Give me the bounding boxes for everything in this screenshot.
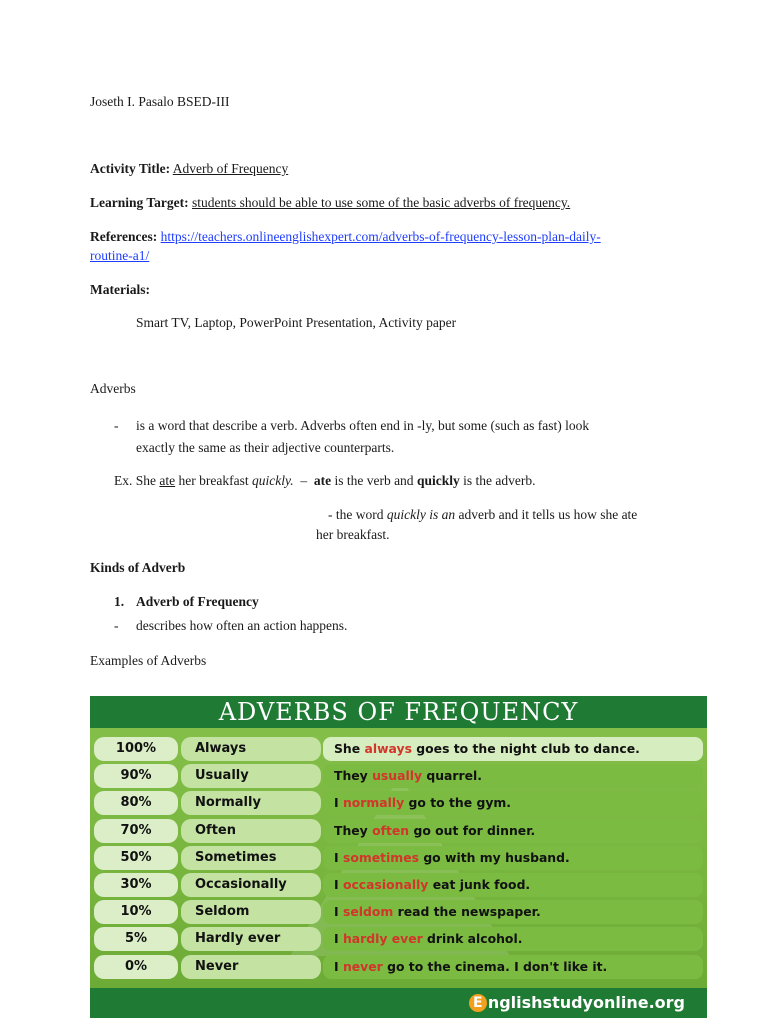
sentence-start: I [334, 849, 343, 865]
frequency-adverb: Always [181, 737, 321, 761]
materials-label: Materials: [90, 282, 150, 297]
logo-text: nglishstudyonline.org [487, 993, 685, 1012]
example-note-prefix: - the word [328, 507, 387, 522]
examples-heading: Examples of Adverbs [90, 653, 207, 668]
infographic-row [94, 846, 703, 870]
adverbs-heading: Adverbs [90, 381, 136, 396]
reference-link[interactable]: https://teachers.onlineenglishexpert.com/adverbs-of-frequency-lesson-plan-daily- [160, 229, 601, 244]
example-note-suffix: adverb and it tells us how she ate [455, 507, 638, 522]
references-label: References: [90, 229, 158, 244]
frequency-percent: 0% [94, 955, 178, 979]
example-note-italic: quickly is an [386, 507, 456, 522]
kind-1-title: Adverb of Frequency [136, 594, 259, 609]
example-mid: her breakfast [175, 473, 252, 488]
example-sentence [323, 955, 703, 979]
example-sentence [323, 873, 703, 897]
sentence-end: go out for dinner. [409, 822, 536, 838]
frequency-percent: 5% [94, 927, 178, 951]
infographic-row [94, 955, 703, 979]
highlighted-adverb: seldom [342, 904, 394, 920]
example-adverb: quickly. [251, 473, 294, 488]
definition-dash: - [114, 418, 119, 433]
activity-title-line [90, 159, 288, 179]
infographic-row [94, 791, 703, 815]
kind-1-number: 1. [114, 594, 125, 609]
reference-link-continued[interactable]: routine-a1/ [90, 248, 150, 263]
kind-1-description: describes how often an action happens. [136, 618, 348, 633]
activity-title-value: Adverb of Frequency [172, 161, 289, 176]
infographic-title: ADVERBS OF FREQUENCY [90, 696, 707, 728]
references-line-2 [90, 246, 149, 266]
frequency-adverb: Usually [181, 764, 321, 788]
frequency-adverb: Never [181, 955, 321, 979]
sentence-end: goes to the night club to dance. [411, 741, 640, 756]
example-sentence [323, 791, 703, 815]
learning-target-line [90, 193, 570, 213]
frequency-percent: 30% [94, 873, 178, 897]
highlighted-adverb: never [342, 958, 383, 974]
highlighted-adverb: often [372, 822, 410, 838]
learning-target-value: students should be able to use some of the basic adverbs of frequency. [192, 195, 571, 210]
example-sentence [323, 846, 703, 870]
sentence-end: drink alcohol. [422, 931, 523, 947]
highlighted-adverb: hardly ever [342, 931, 423, 947]
definition-line-2: exactly the same as their adjective counterparts. [136, 440, 395, 455]
highlighted-adverb: sometimes [342, 849, 419, 865]
frequency-adverb: Seldom [181, 900, 321, 924]
sentence-start: They [334, 768, 373, 784]
sentence-start: She [334, 741, 365, 756]
frequency-percent: 10% [94, 900, 178, 924]
sentence-end: read the newspaper. [393, 904, 541, 920]
activity-title-label: Activity Title: [90, 161, 171, 176]
frequency-adverb: Often [181, 819, 321, 843]
sentence-end: eat junk food. [428, 877, 531, 892]
example-sentence [323, 737, 703, 761]
infographic-row [94, 900, 703, 924]
infographic-footer [90, 988, 707, 1018]
example-note-line-2: her breakfast. [316, 527, 390, 542]
example-sentence [323, 764, 703, 788]
example-is-adverb: is the adverb. [459, 473, 536, 488]
frequency-percent: 90% [94, 764, 178, 788]
example-verb: ate [159, 473, 176, 488]
sentence-start: I [334, 904, 343, 920]
sentence-start: I [334, 931, 343, 947]
frequency-percent: 70% [94, 819, 178, 843]
infographic-row [94, 927, 703, 951]
sentence-start: I [334, 877, 343, 892]
kinds-heading: Kinds of Adverb [90, 560, 186, 575]
highlighted-adverb: usually [372, 768, 423, 784]
example-sentence [323, 900, 703, 924]
example-sentence [114, 471, 535, 491]
frequency-adverb: Normally [181, 791, 321, 815]
highlighted-adverb: normally [342, 795, 405, 811]
frequency-percent: 50% [94, 846, 178, 870]
logo-e-icon: E [469, 994, 487, 1012]
infographic-row [94, 819, 703, 843]
adverbs-of-frequency-infographic [90, 696, 707, 1018]
infographic-row [94, 737, 703, 761]
definition-line-1: is a word that describe a verb. Adverbs often end in -ly, but some (such as fast) look [136, 418, 590, 433]
example-prefix: Ex. She [114, 473, 160, 488]
example-dash: – [293, 473, 314, 488]
sentence-end: go to the cinema. I don't like it. [382, 958, 608, 974]
infographic-row [94, 873, 703, 897]
highlighted-adverb: occasionally [342, 877, 429, 892]
example-ate-bold: ate [313, 473, 332, 488]
sentence-start: I [334, 795, 343, 811]
learning-target-label: Learning Target: [90, 195, 189, 210]
example-sentence [323, 819, 703, 843]
frequency-adverb: Hardly ever [181, 927, 321, 951]
materials-value: Smart TV, Laptop, PowerPoint Presentation, Activity paper [136, 315, 457, 330]
references-line [90, 227, 601, 247]
sentence-end: quarrel. [422, 768, 482, 784]
highlighted-adverb: always [364, 741, 412, 756]
sentence-end: go with my husband. [419, 849, 570, 865]
sentence-start: They [334, 822, 373, 838]
example-sentence [323, 927, 703, 951]
example-note-line-1 [328, 505, 637, 525]
frequency-adverb: Occasionally [181, 873, 321, 897]
frequency-adverb: Sometimes [181, 846, 321, 870]
example-is-verb: is the verb and [331, 473, 417, 488]
kind-1-dash: - [114, 618, 119, 633]
infographic-row [94, 764, 703, 788]
sentence-start: I [334, 958, 343, 974]
frequency-percent: 80% [94, 791, 178, 815]
sentence-end: go to the gym. [404, 795, 512, 811]
example-quickly-bold: quickly [416, 473, 460, 488]
site-logo [469, 992, 685, 1014]
author-line: Joseth I. Pasalo BSED-III [90, 94, 230, 109]
frequency-percent: 100% [94, 737, 178, 761]
